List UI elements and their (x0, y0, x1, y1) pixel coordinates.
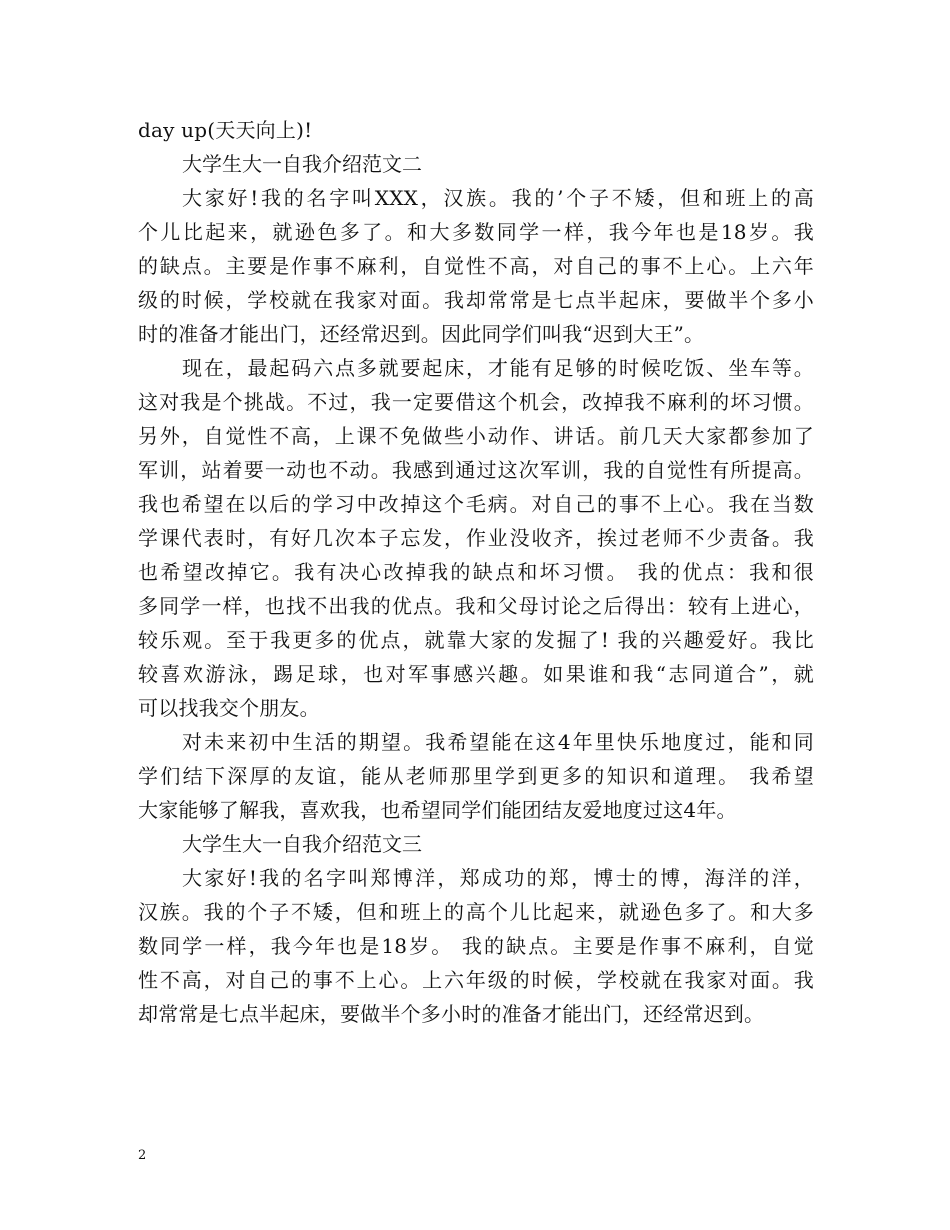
text-line: 我也希望在以后的学习中改掉这个毛病。对自己的事不上心。我在当数 (138, 492, 814, 516)
text-line: 可以找我交个朋友。 (138, 696, 320, 720)
text-line: day up(天天向上)! (138, 118, 313, 142)
text-line: 现在，最起码六点多就要起床，才能有足够的时候吃饭、坐车等。 (182, 356, 814, 380)
text-line: 性不高，对自己的事不上心。上六年级的时候，学校就在我家对面。我 (138, 968, 814, 992)
text-line: 较喜欢游泳，踢足球，也对军事感兴趣。如果谁和我“志同道合”，就 (138, 662, 814, 686)
text-line: 这对我是个挑战。不过，我一定要借这个机会，改掉我不麻利的坏习惯。 (138, 390, 814, 414)
text-line: 学们结下深厚的友谊，能从老师那里学到更多的知识和道理。 我希望 (138, 764, 814, 788)
text-line: 的缺点。主要是作事不麻利，自觉性不高，对自己的事不上心。上六年 (138, 254, 814, 278)
text-line: 个儿比起来，就逊色多了。和大多数同学一样，我今年也是18岁。我 (138, 220, 814, 244)
text-line: 较乐观。至于我更多的优点，就靠大家的发掘了! 我的兴趣爱好。我比 (138, 628, 814, 652)
text-line: 军训，站着要一动也不动。我感到通过这次军训，我的自觉性有所提高。 (138, 458, 814, 482)
text-line: 大家好!我的名字叫XXX，汉族。我的’个子不矮，但和班上的高 (182, 186, 814, 210)
text-line: 汉族。我的个子不矮，但和班上的高个儿比起来，就逊色多了。和大多 (138, 900, 814, 924)
text-line: 级的时候，学校就在我家对面。我却常常是七点半起床，要做半个多小 (138, 288, 814, 312)
text-line: 数同学一样，我今年也是18岁。 我的缺点。主要是作事不麻利，自觉 (138, 934, 814, 958)
section-heading: 大学生大一自我介绍范文三 (182, 832, 422, 856)
text-line: 大家能够了解我，喜欢我，也希望同学们能团结友爱地度过这4年。 (138, 798, 737, 822)
text-line: 时的准备才能出门，还经常迟到。因此同学们叫我“迟到大王”。 (138, 322, 705, 346)
text-line: 学课代表时，有好几次本子忘发，作业没收齐，挨过老师不少责备。我 (138, 526, 814, 550)
page-number: 2 (138, 1148, 147, 1163)
text-line: 另外，自觉性不高，上课不免做些小动作、讲话。前几天大家都参加了 (138, 424, 814, 448)
text-line: 对未来初中生活的期望。我希望能在这4年里快乐地度过，能和同 (182, 730, 814, 754)
document-body (138, 113, 814, 1031)
text-line: 却常常是七点半起床，要做半个多小时的准备才能出门，还经常迟到。 (138, 1002, 765, 1026)
text-line: 也希望改掉它。我有决心改掉我的缺点和坏习惯。 我的优点：我和很 (138, 560, 814, 584)
text-line: 大家好!我的名字叫郑博洋，郑成功的郑，博士的博，海洋的洋， (182, 866, 814, 890)
text-line: 多同学一样，也找不出我的优点。我和父母讨论之后得出：较有上进心， (138, 594, 814, 618)
section-heading: 大学生大一自我介绍范文二 (182, 152, 422, 176)
